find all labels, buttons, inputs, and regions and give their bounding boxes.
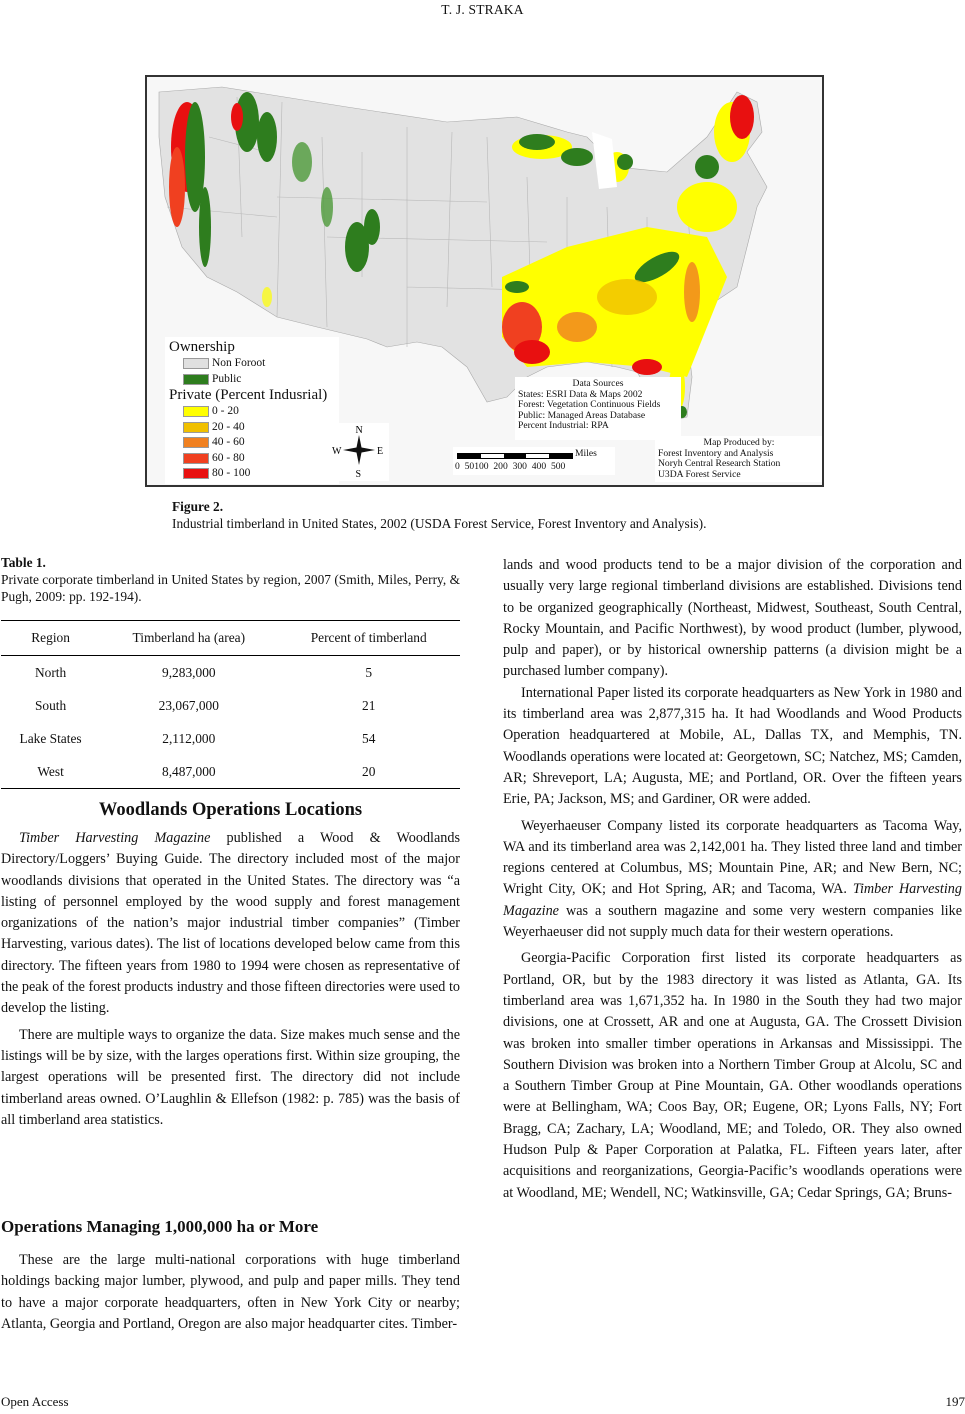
data-source-line: Public: Managed Areas Database [518, 409, 646, 421]
section-heading: Woodlands Operations Locations [98, 800, 363, 820]
table-caption-text: Private corporate timberland in United States by region, 2007 (Smith, Miles, Perry, & Pugh, 2009: pp. 192-194). [1, 572, 460, 604]
cell-area: 8,487,000 [100, 755, 277, 789]
cell-region: North [34, 664, 67, 680]
legend-swatch [183, 437, 209, 448]
svg-text:S: S [355, 469, 362, 480]
legend-label: 80 - 100 [212, 467, 251, 480]
data-sources-box [515, 377, 681, 440]
scale-bar-graphic [457, 453, 573, 459]
table-row [1, 722, 460, 755]
figure-caption [172, 498, 706, 532]
legend-item-20-40 [169, 420, 339, 436]
paragraph-text: Weyerhaeuser Company listed its corporate headquarters as Tacoma Way, WA and its timberland area was 2,142,001 ha. They listed three land and timber regions centered at Columbus, MS; Mountain Pine, AR; and New Bern, NC; Wright City, OK; and Hot Spring, AR; and Tacoma, WA. [503, 817, 962, 898]
cell-percent: 20 [277, 755, 460, 789]
cell-region: Lake States [19, 730, 82, 746]
magazine-title: Timber Harvesting Magazine [19, 830, 211, 846]
paragraph [1, 828, 460, 1020]
svg-text:N: N [355, 425, 363, 436]
data-source-line: States: ESRI Data & Maps 2002 [518, 388, 643, 400]
right-column-text [503, 555, 962, 1204]
table-row [1, 755, 460, 789]
legend-swatch-non-forest [183, 358, 209, 369]
legend-label: 20 - 40 [212, 420, 245, 433]
page-number: 197 [945, 1394, 965, 1409]
legend-swatch [183, 468, 209, 479]
legend-private-title: Private (Percent Indusrial) [169, 387, 328, 403]
map-legend [165, 337, 339, 484]
cell-percent: 54 [362, 730, 376, 746]
compass-icon [329, 423, 389, 481]
cell-area: 9,283,000 [162, 664, 216, 680]
paragraph: International Paper listed its corporate headquarters as New York in 1980 and its timberland area was 2,877,315 ha. It had Woodlands and Wood Products Operation headquartered at Mobile, AL, Dallas TX, and Memphis, TN. Woodlands operations were located at: Georgetown, SC; Natchez, MS; Camden, AR; Shreveport, LA; Augusta, ME; and Portland, OR. Over the fifteen years Erie, PA; Jackson, MS; and Gardiner, OR were added. [503, 684, 962, 808]
map-credit-line: Forest Inventory and Analysis [658, 447, 774, 459]
figure-caption-text: Industrial timberland in United States, 2002 (USDA Forest Service, Forest Inventory and Analysis). [172, 516, 707, 531]
subsection-heading: Operations Managing 1,000,000 ha or More [1, 1217, 319, 1236]
map-credits-title: Map Produced by: [703, 437, 775, 448]
map-credit-line: U3DA Forest Service [658, 468, 741, 480]
paragraph: These are the large multi-national corporations with huge timberland holdings backing major lumber, plywood, and pulp and paper mills. They tend to have a major corporate headquarters, often in New York City or nearby; Atlanta, Georgia and Portland, Oregon are also major headquarter cites. Timber- [1, 1252, 460, 1332]
legend-item-60-80 [169, 451, 339, 467]
column-header-region: Region [1, 621, 100, 656]
legend-item-public [169, 372, 339, 388]
left-column-text-1 [1, 828, 460, 1131]
cell-region: West [1, 755, 100, 789]
left-column-text-2 [1, 1250, 460, 1335]
svg-text:W: W [332, 446, 342, 457]
scale-ticks: 0 50100 200 300 400 500 [455, 461, 566, 472]
legend-swatch [183, 422, 209, 433]
table-label: Table 1. [1, 555, 46, 570]
scale-unit: Miles [575, 448, 597, 459]
legend-label: 60 - 80 [212, 451, 245, 464]
table-row [1, 689, 460, 722]
legend-item-0-20 [169, 404, 339, 420]
svg-text:E: E [377, 446, 384, 457]
legend-label: Non Foroot [212, 357, 266, 370]
table-caption [1, 554, 460, 605]
paragraph [503, 816, 962, 944]
timberland-table [1, 620, 460, 789]
paragraph-text: published a Wood & Woodlands Directory/Loggers’ Buying Guide. The directory included most of the major woodlands divisions that operated in the United States. The directory was “a listing of personnel employed by the wood supply and forest management organizations of the nation’s major industrial timber companies” (Timber Harvesting, various dates). The list of locations developed below came from this directory. The fifteen years from 1980 to 1994 were chosen as representative of the peak of the forest products industry and those fifteen directories were used to develop the listing. [1, 830, 460, 1017]
legend-swatch-public [183, 374, 209, 385]
compass-rose [329, 423, 389, 481]
map-credit-line: Noryh Central Research Station [658, 458, 781, 469]
figure-map [145, 75, 824, 487]
data-source-line: Forest: Vegetation Continuous Fields [518, 399, 661, 410]
table-header-row [1, 621, 460, 656]
map-credits-box [655, 436, 823, 482]
legend-label: 0 - 20 [212, 405, 239, 418]
legend-item-40-60 [169, 435, 339, 451]
data-source-line: Percent Industrial: RPA [518, 420, 609, 431]
figure-label: Figure 2. [172, 499, 224, 514]
scale-bar [453, 447, 615, 475]
cell-percent: 5 [365, 664, 373, 680]
legend-item-non-forest [169, 356, 339, 372]
magazine-title: Timber Harvesting Magazine [503, 881, 962, 919]
legend-swatch [183, 453, 209, 464]
paragraph: There are multiple ways to organize the data. Size makes much sense and the listings will be by size, with the larges operations first. Within size grouping, the largest operations will be presented first. The directory did not include timberland areas owned. O’Laughlin & Ellefson (1982: p. 785) was the basis of all timberland area statistics. [1, 1026, 460, 1128]
legend-label: 40 - 60 [212, 436, 245, 449]
paragraph-text: was a southern magazine and some very western companies like Weyerhaeuser did not supply much data for their western operations. [503, 902, 962, 941]
legend-swatch [183, 406, 209, 417]
data-sources-title: Data Sources [572, 378, 624, 389]
table-row [1, 656, 460, 690]
cell-area: 2,112,000 [162, 730, 216, 746]
cell-percent: 21 [362, 697, 376, 713]
cell-region: South [34, 697, 67, 713]
legend-label: Public [212, 372, 242, 385]
legend-ownership-title: Ownership [169, 339, 235, 355]
legend-item-80-100 [169, 466, 339, 482]
cell-area: 23,067,000 [158, 697, 219, 713]
footer-open-access: Open Access [1, 1394, 69, 1409]
column-header-area: Timberland ha (area) [100, 621, 277, 656]
paragraph: lands and wood products tend to be a major division of the corporation and usually very large regional timberland divisions are established. Divisions tend to be organized geographically (Northeast, Midwest, Southeast, South Central, Rocky Mountain, and Pacific Northwest), by wood product (lumber, plywood, pulp and paper), or by historical ownership patterns (a division might be a purchased lumber company). [503, 557, 962, 680]
paragraph: Georgia-Pacific Corporation first listed its corporate headquarters as Portland, OR, but by the 1983 directory it was listed as Atlanta, GA. Its timberland area was 1,671,352 ha. In 1980 in the South they had two major divisions, one at Crossett, AR and one at Augusta, GA. The Crossett Division was broken into smaller timber operations in Arkansas and Mississippi. The Southern Division was broken into a Northern Timber Group at Alcolu, SC and a Southern Timber Group at Pine Mountain, GA. Other woodlands operations were at Bellingham, WA; Coos Bay, OR; Eugene, OR; Lyons Falls, NY; Fort Bragg, CA; Zachary, LA; Woodland, ME; and Toledo, OR. They also owned Hudson Pulp & Paper Corporation at Palatka, FL. Fifteen years later, after acquisitions and reorganizations, Georgia-Pacific’s woodlands operations were at Woodland, ME; Wendell, NC; Watkinsville, GA; Cedar Springs, GA; Bruns- [503, 950, 962, 1201]
column-header-percent: Percent of timberland [277, 621, 460, 656]
running-head: T. J. STRAKA [441, 2, 524, 17]
